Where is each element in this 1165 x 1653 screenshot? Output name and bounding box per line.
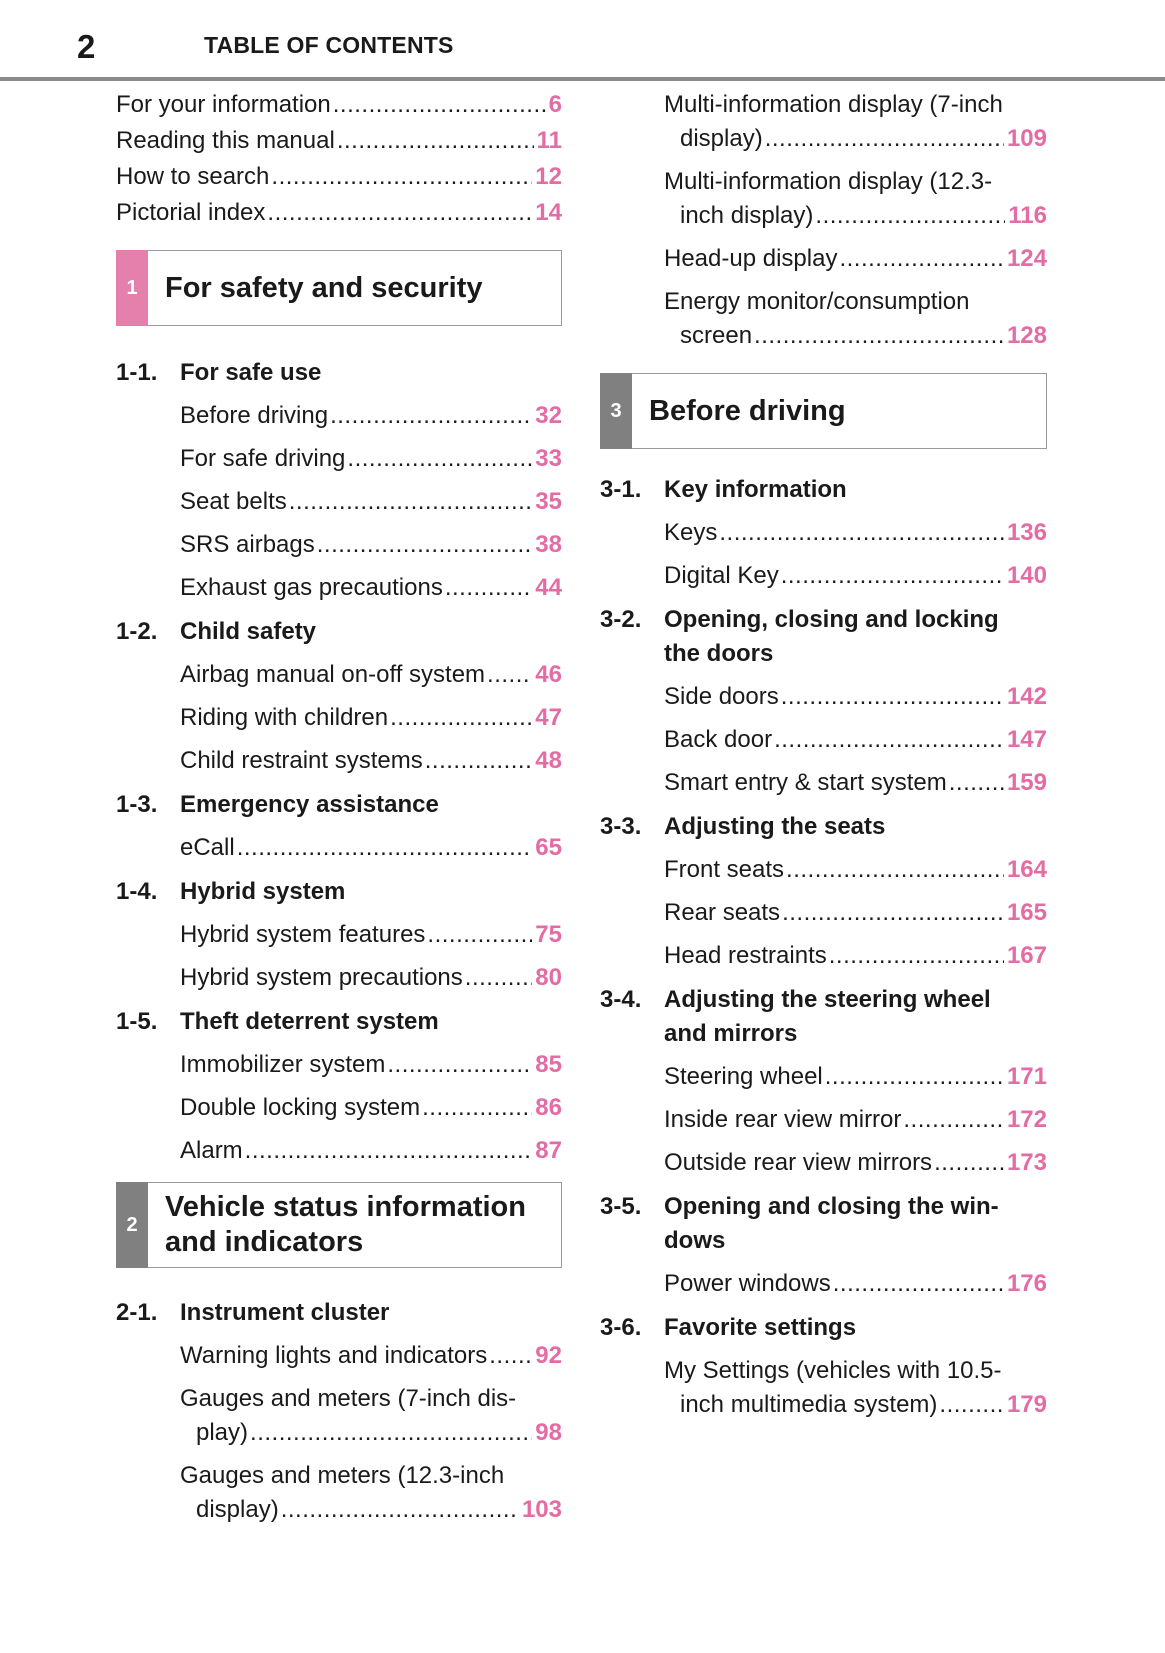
leader-dots	[487, 658, 532, 692]
leader-dots	[337, 124, 534, 158]
page-ref: 165	[1006, 899, 1047, 926]
toc-entry[interactable]: Front seats ..... 164	[600, 853, 1047, 887]
leader-dots	[781, 559, 1004, 593]
leader-dots	[445, 571, 532, 605]
section-heading[interactable]: 1-2. Child safety	[116, 618, 317, 645]
page-ref: 47	[535, 704, 562, 731]
toc-entry[interactable]: Pictorial index ..... 14	[116, 196, 562, 230]
leader-dots	[271, 160, 532, 194]
toc-entry[interactable]: How to search ..... 12	[116, 160, 562, 194]
leader-dots	[422, 1091, 532, 1125]
page-ref: 85	[535, 1051, 562, 1078]
chapter-title: Vehicle status information and indicators	[165, 1191, 526, 1258]
page-title: TABLE OF CONTENTS	[204, 32, 454, 58]
leader-dots	[903, 1103, 1004, 1137]
toc-entry[interactable]: Seat belts ..... 35	[116, 485, 562, 519]
page-ref: 173	[1006, 1149, 1047, 1176]
leader-dots	[781, 680, 1004, 714]
chapter-title: Before driving	[649, 394, 846, 427]
leader-dots	[330, 399, 532, 433]
toc-entry[interactable]: Alarm ..... 87	[116, 1134, 562, 1168]
leader-dots	[427, 918, 532, 952]
section-heading[interactable]: 1-4. Hybrid system	[116, 878, 346, 905]
toc-entry[interactable]: Side doors ..... 142	[600, 680, 1047, 714]
toc-right-column	[600, 88, 1047, 1422]
leader-dots	[347, 442, 532, 476]
toc-entry[interactable]: eCall ..... 65	[116, 831, 562, 865]
page-ref: 167	[1006, 942, 1047, 969]
section-heading[interactable]: 3-5. Opening and closing the win- dows	[600, 1193, 999, 1254]
leader-dots	[786, 853, 1004, 887]
page-ref: 75	[535, 921, 562, 948]
toc-entry[interactable]: Hybrid system precautions ..... 80	[116, 961, 562, 995]
toc-entry[interactable]: Smart entry & start system ..... 159	[600, 766, 1047, 800]
page-ref: 124	[1006, 245, 1047, 272]
toc-entry[interactable]: Before driving ..... 32	[116, 399, 562, 433]
page-ref: 171	[1006, 1063, 1047, 1090]
leader-dots	[719, 516, 1004, 550]
page-ref: 164	[1006, 856, 1047, 883]
toc-entry[interactable]: Head restraints ..... 167	[600, 939, 1047, 973]
leader-dots	[465, 961, 533, 995]
chapter-1-box[interactable]	[116, 250, 562, 326]
page-ref: 159	[1006, 769, 1047, 796]
leader-dots	[833, 1267, 1004, 1301]
leader-dots	[289, 485, 533, 519]
page-ref: 33	[535, 445, 562, 472]
page-ref: 103	[521, 1496, 562, 1523]
toc-entry[interactable]: Child restraint systems ..... 48	[116, 744, 562, 778]
page-ref: 14	[535, 199, 562, 226]
page-ref: 98	[535, 1419, 562, 1446]
page-ref: 87	[535, 1137, 562, 1164]
leader-dots	[267, 196, 532, 230]
leader-dots	[333, 88, 546, 122]
toc-entry[interactable]: Rear seats ..... 165	[600, 896, 1047, 930]
toc-entry[interactable]: Airbag manual on-off system ..... 46	[116, 658, 562, 692]
leader-dots	[782, 896, 1004, 930]
leader-dots	[829, 939, 1004, 973]
leader-dots	[390, 701, 532, 735]
page-ref: 35	[535, 488, 562, 515]
page-ref: 136	[1006, 519, 1047, 546]
chapter-tab: 3	[600, 373, 632, 449]
page-ref: 38	[535, 531, 562, 558]
section-heading[interactable]: 2-1. Instrument cluster	[116, 1299, 390, 1326]
leader-dots	[489, 1339, 532, 1373]
page-ref: 176	[1006, 1270, 1047, 1297]
toc-entry[interactable]: Energy monitor/consumption screen ..... 128	[600, 285, 1047, 353]
toc-entry[interactable]: Back door ..... 147	[600, 723, 1047, 757]
leader-dots	[939, 1388, 1004, 1422]
page-ref: 46	[535, 661, 562, 688]
page-ref: 6	[548, 91, 562, 118]
page-ref: 44	[535, 574, 562, 601]
toc-entry[interactable]: Outside rear view mirrors ..... 173	[600, 1146, 1047, 1180]
leader-dots	[281, 1493, 519, 1527]
section-heading[interactable]: 1-3. Emergency assistance	[116, 791, 439, 818]
leader-dots	[387, 1048, 532, 1082]
page-ref: 128	[1006, 322, 1047, 349]
toc-entry[interactable]: Warning lights and indicators ..... 92	[116, 1339, 562, 1373]
toc-entry[interactable]: My Settings (vehicles with 10.5- inch multimedia system) ..... 179	[600, 1354, 1047, 1422]
page-ref: 92	[535, 1342, 562, 1369]
page-ref: 172	[1006, 1106, 1047, 1133]
leader-dots	[754, 319, 1004, 353]
section-heading[interactable]: 3-4. Adjusting the steering wheel and mirrors	[600, 986, 991, 1047]
chapter-tab: 1	[116, 250, 148, 326]
toc-entry[interactable]: Steering wheel ..... 171	[600, 1060, 1047, 1094]
page-ref: 86	[535, 1094, 562, 1121]
toc-entry[interactable]: Hybrid system features ..... 75	[116, 918, 562, 952]
leader-dots	[815, 199, 1005, 233]
leader-dots	[245, 1134, 533, 1168]
page-ref: 142	[1006, 683, 1047, 710]
toc-entry[interactable]: Riding with children ..... 47	[116, 701, 562, 735]
leader-dots	[317, 528, 533, 562]
toc-entry[interactable]: For safe driving ..... 33	[116, 442, 562, 476]
section-heading[interactable]: 3-2. Opening, closing and locking the doors	[600, 606, 999, 667]
chapter-2-box[interactable]	[116, 1182, 562, 1268]
toc-left-column	[116, 88, 562, 1527]
leader-dots	[765, 122, 1004, 156]
leader-dots	[949, 766, 1004, 800]
toc-entry[interactable]: Exhaust gas precautions ..... 44	[116, 571, 562, 605]
toc-entry[interactable]: Gauges and meters (12.3-inch display) ..... 103	[116, 1459, 562, 1527]
toc-entry[interactable]: Double locking system ..... 86	[116, 1091, 562, 1125]
page-ref: 65	[535, 834, 562, 861]
toc-entry[interactable]: Digital Key ..... 140	[600, 559, 1047, 593]
page-number: 2	[77, 28, 96, 65]
section-heading[interactable]: 1-1. For safe use	[116, 359, 322, 386]
leader-dots	[839, 242, 1004, 276]
toc-entry[interactable]: Head-up display ..... 124	[600, 242, 1047, 276]
page-ref: 116	[1008, 202, 1047, 229]
page-ref: 11	[536, 127, 562, 154]
page-ref: 140	[1006, 562, 1047, 589]
toc-entry[interactable]: Gauges and meters (7-inch dis- play) ..... 98	[116, 1382, 562, 1450]
page-ref: 109	[1006, 125, 1047, 152]
section-heading[interactable]: 3-3. Adjusting the seats	[600, 813, 886, 840]
section-heading[interactable]: 3-6. Favorite settings	[600, 1314, 857, 1341]
chapter-3-box[interactable]	[600, 373, 1047, 449]
chapter-title: For safety and security	[165, 271, 483, 304]
toc-entry[interactable]: Power windows ..... 176	[600, 1267, 1047, 1301]
chapter-tab: 2	[116, 1182, 148, 1268]
section-heading[interactable]: 3-1. Key information	[600, 476, 847, 503]
page-ref: 32	[535, 402, 562, 429]
page-ref: 48	[535, 747, 562, 774]
leader-dots	[425, 744, 533, 778]
leader-dots	[250, 1416, 532, 1450]
toc-entry[interactable]: Inside rear view mirror ..... 172	[600, 1103, 1047, 1137]
toc-entry[interactable]: Immobilizer system ..... 85	[116, 1048, 562, 1082]
header-rule	[0, 77, 1165, 81]
page-ref: 179	[1006, 1391, 1047, 1418]
page-header	[0, 0, 1165, 82]
leader-dots	[934, 1146, 1004, 1180]
toc-entry[interactable]: Reading this manual ..... 11	[116, 124, 562, 158]
leader-dots	[237, 831, 533, 865]
leader-dots	[774, 723, 1004, 757]
toc-entry[interactable]: SRS airbags ..... 38	[116, 528, 562, 562]
page-ref: 80	[535, 964, 562, 991]
toc-entry[interactable]: Multi-information display (12.3- inch display) ..... 116	[600, 165, 1047, 233]
section-heading[interactable]: 1-5. Theft deterrent system	[116, 1008, 439, 1035]
page-ref: 12	[535, 163, 562, 190]
page-ref: 147	[1006, 726, 1047, 753]
toc-entry[interactable]: Keys ..... 136	[600, 516, 1047, 550]
leader-dots	[825, 1060, 1004, 1094]
toc-entry[interactable]: For your information ..... 6	[116, 88, 562, 122]
toc-entry[interactable]: Multi-information display (7-inch display) ..... 109	[600, 88, 1047, 156]
